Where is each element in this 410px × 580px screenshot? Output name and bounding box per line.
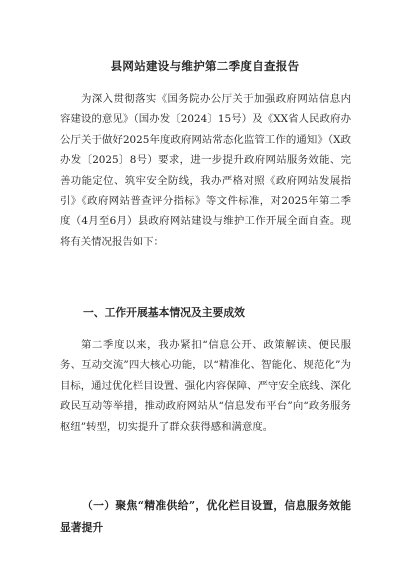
section-heading: 一、工作开展基本情况及主要成效 — [83, 306, 245, 319]
section-paragraph: 第二季度以来，我办紧扣“信息公开、政策解读、便民服务、互动交流”四大核心功能，以“精准化、智能化、规范化”为目标，通过优化栏目设置、强化内容保障、严守安全底线、深化政民互动等举措，推动政府网站从“信息发布平台”向“政务服务枢纽”转型，切实提升了群众获得感和满意度。 — [60, 339, 351, 433]
intro-paragraph: 为深入贯彻落实《国务院办公厅关于加强政府网站信息内容建设的意见》（国办发〔2024〕15号）及《XX省人民政府办公厅关于做好2025年度政府网站常态化监管工作的通知》（X政办发〔2025〕8号）要求，进一步提升政府网站服务效能、完善功能定位、筑牢安全防线，我办严格对照《政府网站发展指引》《政府网站普查评分指标》等文件标准，对2025年第二季度（4月至6月）县政府网站建设与维护工作开展全面自查。现将有关情况报告如下： — [60, 93, 351, 248]
document-title: 县网站建设与维护第二季度自查报告 — [110, 59, 300, 73]
subsection-heading: （一）聚焦“精准供给”，优化栏目设置，信息服务效能显著提升 — [60, 499, 351, 534]
